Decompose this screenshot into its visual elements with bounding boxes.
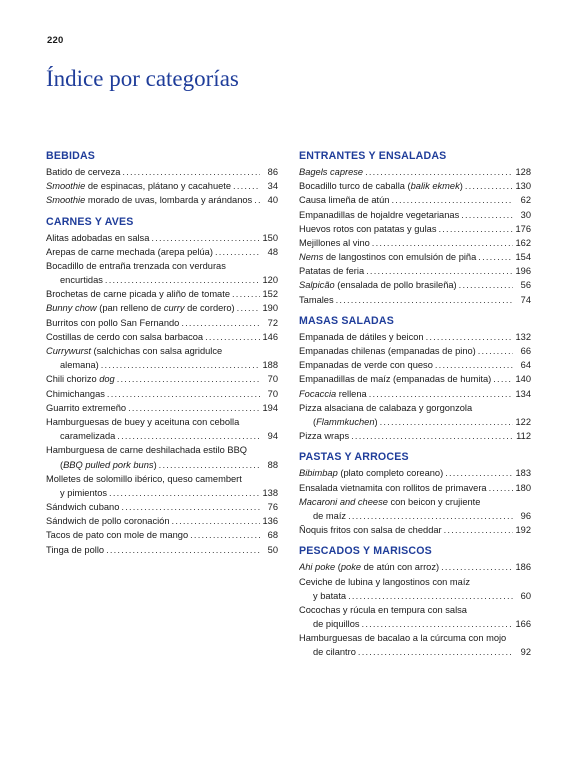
index-entry (299, 293, 531, 307)
index-entry (46, 165, 278, 179)
entry-title: (Flammkuchen) (313, 416, 378, 427)
dot-leader (128, 401, 260, 415)
dot-leader (117, 429, 260, 443)
dot-leader (445, 466, 513, 480)
dot-leader (348, 589, 513, 603)
entry-page-number: 86 (267, 166, 278, 177)
entry-page-number: 196 (515, 266, 531, 277)
dot-leader (426, 330, 513, 344)
entry-title: Tacos de pato con mole de mango (46, 530, 189, 541)
entry-page-number: 140 (515, 374, 531, 385)
index-column-right (299, 149, 531, 667)
entry-title: Ahi poke (poke de atún con arroz) (299, 562, 440, 573)
index-entry (46, 401, 278, 415)
entry-title: Causa limeña de atún (299, 195, 390, 206)
entry-page-number: 94 (267, 431, 278, 442)
entry-page-number: 70 (267, 388, 278, 399)
entry-title: Bocadillo turco de caballa (balik ekmek) (299, 181, 463, 192)
index-section (299, 450, 531, 537)
index-entry (46, 387, 278, 401)
entry-title: Chili chorizo dog (46, 374, 115, 385)
entry-title: Sándwich cubano (46, 502, 120, 513)
dot-leader (478, 344, 513, 358)
page-number: 220 (47, 35, 64, 46)
entry-page-number: 150 (262, 232, 278, 243)
index-entry (46, 358, 278, 372)
entry-page-number: 62 (520, 195, 531, 206)
index-entry (299, 509, 531, 523)
index-entry-first-line: Pizza alsaciana de calabaza y gorgonzola (299, 402, 473, 413)
section-heading: MASAS SALADAS (299, 314, 395, 327)
section-heading: CARNES Y AVES (46, 215, 134, 228)
dot-leader (117, 372, 260, 386)
entry-page-number: 112 (516, 431, 531, 442)
entry-page-number: 48 (267, 246, 278, 257)
index-entry (299, 179, 531, 193)
entry-title: Patatas de feria (299, 266, 365, 277)
index-entry (46, 302, 278, 316)
dot-leader (438, 222, 513, 236)
index-entry (299, 222, 531, 236)
entry-page-number: 146 (262, 331, 278, 342)
dot-leader (493, 372, 513, 386)
section-heading: BEBIDAS (46, 150, 96, 162)
entry-page-number: 180 (515, 482, 531, 493)
dot-leader (478, 250, 513, 264)
entry-page-number: 66 (520, 346, 531, 357)
dot-leader (489, 481, 513, 495)
entry-title: Bunny chow (pan relleno de curry de cordero) (46, 303, 235, 314)
entry-title: (BBQ pulled pork buns) (60, 459, 157, 470)
index-entry (46, 514, 278, 528)
index-entry (299, 415, 531, 429)
dot-leader (106, 543, 260, 557)
dot-leader (254, 193, 260, 207)
index-entry (299, 330, 531, 344)
entry-title: Bagels caprese (299, 166, 364, 177)
entry-page-number: 192 (515, 525, 531, 536)
entry-title: Bibimbap (plato completo coreano) (299, 468, 444, 479)
entry-title: Alitas adobadas en salsa (46, 232, 150, 243)
entry-page-number: 166 (515, 619, 531, 630)
dot-leader (109, 486, 260, 500)
entry-title: Smoothie morado de uvas, lombarda y arándanos (46, 195, 253, 206)
dot-leader (205, 330, 260, 344)
index-entry-first-line: Ceviche de lubina y langostinos con maíz (299, 576, 471, 587)
entry-page-number: 92 (520, 647, 531, 658)
dot-leader (107, 387, 260, 401)
entry-title: Empanadas de verde con queso (299, 360, 433, 371)
dot-leader (172, 514, 260, 528)
entry-page-number: 190 (262, 303, 278, 314)
index-entry (46, 529, 278, 543)
entry-title: Smoothie de espinacas, plátano y cacahuete (46, 181, 232, 192)
entry-title: Batido de cerveza (46, 166, 121, 177)
index-entry (299, 208, 531, 222)
index-entry (299, 523, 531, 537)
entry-title: de maíz (313, 510, 347, 521)
dot-leader (121, 500, 260, 514)
entry-page-number: 186 (515, 562, 531, 573)
dot-leader (348, 509, 513, 523)
index-entry (299, 387, 531, 401)
entry-title: Salpicão (ensalada de pollo brasileña) (299, 280, 457, 291)
entry-page-number: 130 (515, 181, 531, 192)
index-entry (299, 358, 531, 372)
index-entry (299, 264, 531, 278)
index-entry (46, 231, 278, 245)
index-section (299, 149, 531, 307)
index-entry-first-line: Bocadillo de entraña trenzada con verduras (46, 260, 226, 271)
entry-title: Focaccia rellena (299, 388, 367, 399)
index-entry (299, 279, 531, 293)
entry-title: de cilantro (313, 647, 356, 658)
index-entry (299, 481, 531, 495)
entry-page-number: 134 (515, 388, 531, 399)
section-heading: PESCADOS Y MARISCOS (299, 545, 432, 558)
entry-title: Burritos con pollo San Fernando (46, 317, 180, 328)
index-entry (299, 466, 531, 480)
entry-title: Guarrito extremeño (46, 402, 127, 413)
entry-title: Tinga de pollo (46, 544, 105, 555)
index-entry (299, 193, 531, 207)
index-entry-first-line: Hamburguesas de buey y aceituna con cebolla (46, 417, 240, 427)
dot-leader (233, 179, 260, 193)
dot-leader (351, 429, 513, 443)
entry-title: Pizza wraps (299, 431, 350, 442)
entry-page-number: 152 (262, 289, 278, 300)
entry-title: Ensalada vietnamita con rollitos de primavera (299, 482, 487, 493)
dot-leader (105, 273, 260, 287)
entry-page-number: 188 (262, 360, 278, 371)
dot-leader (444, 523, 513, 537)
index-entry (46, 486, 278, 500)
entry-page-number: 34 (267, 181, 278, 192)
index-entry (46, 500, 278, 514)
dot-leader (362, 617, 513, 631)
index-entry (299, 617, 531, 631)
dot-leader (459, 279, 513, 293)
index-entry-first-line: Macaroni and cheese con beicon y crujiente (299, 496, 481, 507)
entry-title: Nems de langostinos con emulsión de piña (299, 252, 477, 263)
dot-leader (122, 165, 260, 179)
entry-title: encurtidas (60, 275, 103, 286)
entry-title: y batata (313, 590, 347, 601)
dot-leader (232, 287, 260, 301)
dot-leader (181, 316, 260, 330)
index-entry (299, 236, 531, 250)
index-entry-first-line: Currywurst (salchichas con salsa agridulce (46, 346, 223, 357)
entry-page-number: 154 (515, 252, 531, 263)
dot-leader (441, 560, 513, 574)
index-column-left (46, 149, 278, 564)
entry-title: Empanadillas de maíz (empanadas de humita) (299, 374, 492, 385)
entry-page-number: 56 (520, 280, 531, 291)
index-entry (46, 372, 278, 386)
dot-leader (380, 415, 513, 429)
index-entry (299, 250, 531, 264)
entry-page-number: 72 (267, 317, 278, 328)
dot-leader (159, 458, 260, 472)
entry-page-number: 68 (267, 530, 278, 541)
entry-title: Ñoquis fritos con salsa de cheddar (299, 525, 442, 536)
entry-title: alemana) (60, 360, 99, 371)
entry-title: Mejillones al vino (299, 237, 370, 248)
index-entry (299, 589, 531, 603)
entry-title: Brochetas de carne picada y aliño de tomate (46, 289, 230, 300)
entry-page-number: 88 (267, 459, 278, 470)
entry-title: Arepas de carne mechada (arepa pelúa) (46, 246, 213, 257)
index-entry (46, 316, 278, 330)
index-section (46, 149, 278, 208)
index-entry (299, 344, 531, 358)
index-entry (46, 193, 278, 207)
index-entry (299, 560, 531, 574)
entry-title: Empanadillas de hojaldre vegetarianas (299, 209, 460, 220)
entry-page-number: 132 (515, 331, 531, 342)
index-entry (46, 543, 278, 557)
index-entry (46, 429, 278, 443)
index-entry (299, 372, 531, 386)
entry-page-number: 138 (262, 487, 278, 498)
dot-leader (435, 358, 513, 372)
index-entry (46, 245, 278, 259)
entry-title: y pimientos (60, 487, 108, 498)
dot-leader (151, 231, 260, 245)
index-entry-first-line: Cocochas y rúcula en tempura con salsa (299, 604, 467, 615)
entry-title: Empanada de dátiles y beicon (299, 331, 424, 342)
dot-leader (190, 529, 260, 543)
entry-page-number: 128 (515, 166, 531, 177)
entry-page-number: 76 (267, 502, 278, 513)
index-entry (46, 330, 278, 344)
index-entry (299, 645, 531, 659)
index-entry (299, 429, 531, 443)
entry-page-number: 120 (262, 275, 278, 286)
entry-title: Tamales (299, 294, 334, 305)
entry-page-number: 194 (262, 402, 278, 413)
index-entry (46, 179, 278, 193)
dot-leader (215, 245, 260, 259)
dot-leader (366, 264, 513, 278)
entry-page-number: 64 (520, 360, 531, 371)
entry-title: caramelizada (60, 431, 116, 442)
dot-leader (365, 165, 513, 179)
index-entry (46, 458, 278, 472)
entry-title: de piquillos (313, 619, 360, 630)
entry-page-number: 74 (520, 294, 531, 305)
entry-page-number: 176 (515, 223, 531, 234)
dot-leader (465, 179, 513, 193)
entry-page-number: 70 (267, 374, 278, 385)
entry-page-number: 136 (262, 516, 278, 527)
entry-title: Sándwich de pollo coronación (46, 516, 170, 527)
dot-leader (369, 387, 513, 401)
entry-page-number: 40 (267, 195, 278, 206)
entry-page-number: 162 (515, 237, 531, 248)
dot-leader (336, 293, 513, 307)
entry-page-number: 183 (515, 468, 531, 479)
section-heading: PASTAS Y ARROCES (299, 451, 409, 464)
dot-leader (372, 236, 513, 250)
index-entry-first-line: Molletes de solomillo ibérico, queso camembert (46, 473, 242, 484)
entry-page-number: 96 (520, 510, 531, 521)
index-entry (46, 287, 278, 301)
entry-page-number: 30 (520, 209, 531, 220)
dot-leader (101, 358, 260, 372)
index-entry (46, 273, 278, 287)
entry-title: Empanadas chilenas (empanadas de pino) (299, 346, 476, 357)
entry-title: Chimichangas (46, 388, 105, 399)
index-entry (299, 165, 531, 179)
entry-page-number: 60 (520, 590, 531, 601)
dot-leader (461, 208, 513, 222)
index-section (299, 314, 531, 444)
entry-title: Costillas de cerdo con salsa barbacoa (46, 331, 204, 342)
section-heading: ENTRANTES Y ENSALADAS (299, 150, 447, 162)
index-section (299, 544, 531, 659)
page-title: Índice por categorías (46, 66, 239, 91)
entry-page-number: 122 (515, 416, 531, 427)
index-section (46, 215, 278, 557)
dot-leader (358, 645, 513, 659)
entry-title: Huevos rotos con patatas y gulas (299, 223, 437, 234)
dot-leader (237, 302, 260, 316)
index-entry-first-line: Hamburguesa de carne deshilachada estilo BBQ (46, 445, 248, 456)
entry-page-number: 50 (267, 544, 278, 555)
dot-leader (391, 193, 513, 207)
index-entry-first-line: Hamburguesas de bacalao a la cúrcuma con mojo (299, 633, 507, 644)
